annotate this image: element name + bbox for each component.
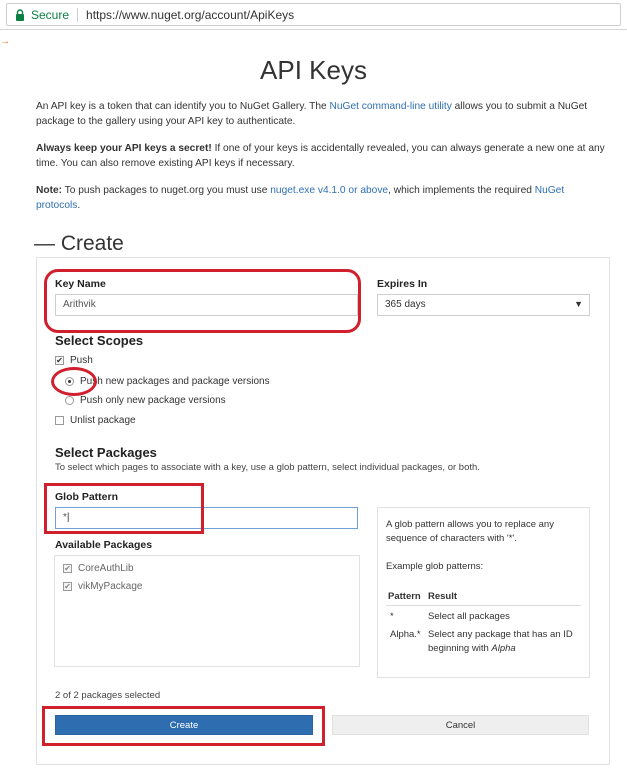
result-text: beginning with	[428, 643, 492, 654]
key-name-input[interactable]: Arithvik	[55, 294, 358, 316]
checkbox-checked-icon: ✔	[64, 582, 71, 591]
unlist-label: Unlist package	[70, 415, 136, 426]
intro-text: If one of your keys is accidentally revealed, you can always generate a new one at any time. You can also remove existing API keys if necessary.	[36, 143, 605, 169]
intro-paragraph-1	[36, 99, 611, 129]
page-marker-icon: →	[0, 36, 10, 47]
pattern-cell: *	[390, 611, 394, 622]
checkbox-checked-icon: ✔	[56, 356, 63, 365]
expires-select[interactable]	[377, 294, 590, 316]
intro-text: To push packages to nuget.org you must use	[62, 185, 271, 196]
available-packages-label: Available Packages	[55, 539, 153, 551]
nuget-protocols-link[interactable]: NuGet protocols	[36, 185, 565, 211]
scopes-title: Select Scopes	[55, 333, 144, 348]
secure-label: Secure	[31, 7, 70, 22]
push-label: Push	[70, 355, 93, 366]
address-bar	[0, 0, 627, 30]
expires-label: Expires In	[377, 278, 428, 290]
push-only-radio[interactable]	[65, 395, 226, 406]
result-cell-continued	[428, 643, 516, 654]
glob-example-title: Example glob patterns:	[386, 561, 484, 572]
secret-warning: Always keep your API keys a secret!	[36, 143, 212, 154]
glob-help-line-2: sequence of characters with '*'.	[386, 533, 517, 544]
pattern-column-header: Pattern	[388, 591, 421, 602]
create-section-toggle[interactable]: — Create	[34, 232, 124, 255]
result-cell: Select any package that has an ID	[428, 629, 573, 640]
selected-count: 2 of 2 packages selected	[55, 690, 161, 701]
push-checkbox[interactable]	[55, 355, 93, 366]
create-panel	[36, 257, 610, 765]
available-packages-list	[54, 555, 360, 667]
glob-pattern-input[interactable]: *|	[55, 507, 358, 529]
glob-help-box	[377, 507, 590, 678]
package-name: vikMyPackage	[78, 581, 143, 592]
glob-pattern-label: Glob Pattern	[55, 491, 119, 503]
address-separator	[77, 8, 78, 22]
result-cell: Select all packages	[428, 611, 510, 622]
url-text[interactable]: https://www.nuget.org/account/ApiKeys	[86, 7, 295, 22]
intro-text: , which implements the required	[388, 185, 535, 196]
key-name-label: Key Name	[55, 278, 106, 290]
intro-paragraph-3	[36, 183, 611, 213]
intro-text: An API key is a token that can identify you to NuGet Gallery. The	[36, 101, 330, 112]
package-item[interactable]	[63, 563, 134, 574]
pattern-cell: Alpha.*	[390, 629, 421, 640]
checkbox-checked-icon: ✔	[64, 564, 71, 573]
checkbox-icon	[55, 416, 64, 425]
radio-icon	[65, 396, 74, 405]
note-label: Note:	[36, 185, 63, 196]
table-divider	[386, 605, 581, 606]
expires-value: 365 days	[385, 299, 426, 310]
glob-pattern-value: *	[63, 512, 67, 523]
nuget-exe-link[interactable]: nuget.exe v4.1.0 or above	[270, 185, 389, 196]
omnibox[interactable]	[6, 3, 621, 26]
chevron-down-icon: ▼	[574, 299, 583, 309]
result-emphasis: Alpha	[491, 643, 516, 654]
cancel-button[interactable]: Cancel	[332, 715, 589, 735]
intro-text: allows you to submit a NuGet package to the gallery using your API key to authenticate.	[36, 101, 588, 127]
radio-selected-icon	[65, 377, 74, 386]
package-name: CoreAuthLib	[78, 563, 134, 574]
push-new-radio[interactable]	[65, 376, 270, 387]
nuget-cli-link[interactable]: NuGet command-line utility	[329, 101, 452, 112]
packages-title: Select Packages	[55, 445, 157, 460]
page-title: API Keys	[260, 55, 367, 85]
push-new-label: Push new packages and package versions	[80, 376, 270, 387]
package-item[interactable]	[63, 581, 142, 592]
intro-paragraph-2	[36, 141, 611, 171]
create-button[interactable]: Create	[55, 715, 313, 735]
result-column-header: Result	[428, 591, 458, 602]
glob-help-line-1: A glob pattern allows you to replace any	[386, 519, 554, 530]
lock-icon	[13, 8, 27, 22]
intro-text: .	[77, 200, 81, 211]
push-only-label: Push only new package versions	[80, 395, 226, 406]
packages-help-text: To select which pages to associate with a key, use a glob pattern, select individual packages, or both.	[55, 462, 480, 473]
unlist-checkbox[interactable]	[55, 415, 136, 426]
